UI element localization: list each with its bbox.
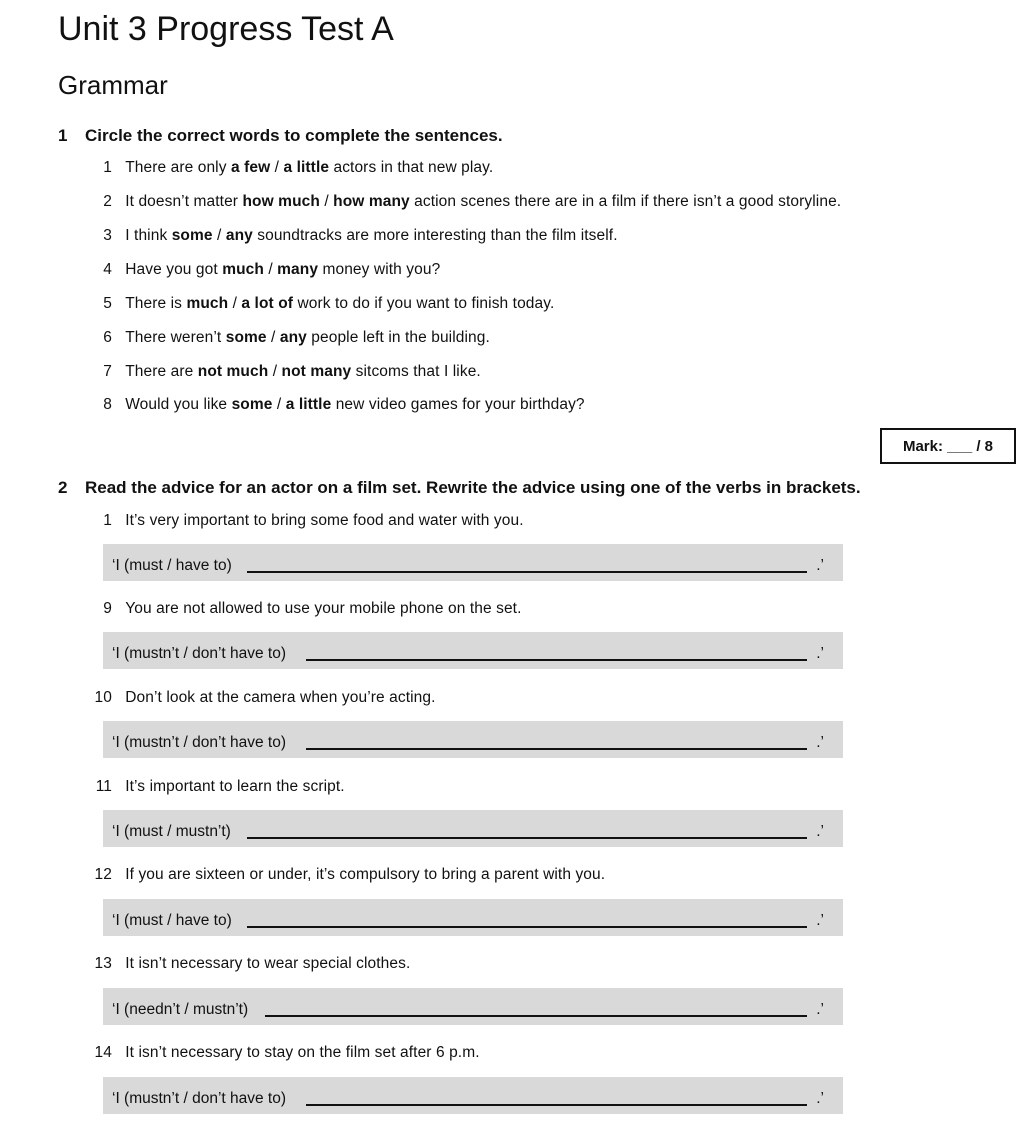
item-text: You are not allowed to use your mobile phone on the set.: [125, 600, 522, 617]
item-text: people left in the building.: [306, 329, 490, 346]
question-item: [78, 778, 345, 796]
option-separator: /: [270, 159, 284, 176]
option-a[interactable]: much: [222, 261, 264, 278]
answer-prompt: ‘I (must / have to): [112, 557, 232, 574]
question-item: [78, 193, 841, 211]
item-number: 1: [103, 159, 112, 176]
item-number: 10: [94, 689, 112, 706]
answer-line[interactable]: [247, 571, 807, 573]
question-item: [78, 955, 410, 973]
question-item: [78, 159, 493, 177]
item-number: 6: [103, 329, 112, 346]
option-b[interactable]: not many: [281, 363, 352, 380]
option-separator: /: [263, 261, 278, 278]
item-number: 5: [103, 295, 112, 312]
answer-line[interactable]: [247, 837, 807, 839]
item-text: soundtracks are more interesting than the film itself.: [252, 227, 618, 244]
answer-box[interactable]: [103, 721, 843, 758]
item-text: sitcoms that I like.: [351, 363, 481, 380]
item-text: new video games for your birthday?: [331, 396, 585, 413]
item-text: work to do if you want to finish today.: [293, 295, 555, 312]
option-b[interactable]: any: [279, 329, 307, 346]
option-a[interactable]: not much: [197, 363, 269, 380]
option-a[interactable]: some: [171, 227, 213, 244]
option-separator: /: [272, 396, 286, 413]
answer-prompt: ‘I (mustn’t / don’t have to): [112, 1090, 287, 1107]
answer-box[interactable]: [103, 544, 843, 581]
item-number: 12: [94, 866, 112, 883]
item-text: There are only: [125, 159, 231, 176]
end-punctuation: .’: [816, 734, 824, 751]
item-number: 4: [103, 261, 112, 278]
exercise-1-heading: [58, 126, 503, 146]
item-text: It isn’t necessary to wear special clothes.: [125, 955, 411, 972]
answer-box[interactable]: [103, 988, 843, 1025]
item-text: It isn’t necessary to stay on the film set after 6 p.m.: [125, 1044, 480, 1061]
item-text: action scenes there are in a film if there isn’t a good storyline.: [409, 193, 842, 210]
answer-box[interactable]: [103, 632, 843, 669]
exercise-instruction: Read the advice for an actor on a film set. Rewrite the advice using one of the verbs in brackets.: [85, 478, 861, 497]
end-punctuation: .’: [816, 823, 824, 840]
answer-line[interactable]: [247, 926, 807, 928]
answer-box[interactable]: [103, 810, 843, 847]
item-text: Have you got: [125, 261, 223, 278]
answer-prompt: ‘I (must / mustn’t): [112, 823, 231, 840]
item-text: There weren’t: [125, 329, 226, 346]
item-text: It’s very important to bring some food and water with you.: [125, 512, 524, 529]
option-separator: /: [266, 329, 280, 346]
item-number: 11: [95, 778, 112, 795]
option-separator: /: [319, 193, 334, 210]
option-a[interactable]: how much: [242, 193, 320, 210]
question-item: [78, 329, 490, 347]
question-item: [78, 689, 436, 707]
answer-prompt: ‘I (mustn’t / don’t have to): [112, 734, 287, 751]
question-item: [78, 1044, 480, 1062]
mark-box: Mark: ___ / 8: [880, 428, 1016, 464]
section-heading: Grammar: [58, 70, 168, 100]
item-number: 2: [103, 193, 112, 210]
end-punctuation: .’: [816, 912, 824, 929]
answer-line[interactable]: [306, 748, 807, 750]
end-punctuation: .’: [816, 1090, 824, 1107]
option-b[interactable]: a little: [283, 159, 330, 176]
answer-line[interactable]: [306, 1104, 807, 1106]
item-text: There are: [125, 363, 198, 380]
option-separator: /: [228, 295, 242, 312]
option-b[interactable]: any: [225, 227, 253, 244]
exercise-2-heading: [58, 478, 861, 498]
item-text: actors in that new play.: [329, 159, 494, 176]
item-number: 14: [94, 1044, 112, 1061]
exercise-instruction: Circle the correct words to complete the sentences.: [85, 126, 503, 145]
item-text: Would you like: [125, 396, 232, 413]
answer-box[interactable]: [103, 1077, 843, 1114]
question-item: [78, 396, 585, 414]
item-number: 9: [103, 600, 112, 617]
question-item: [78, 227, 618, 245]
option-b[interactable]: many: [277, 261, 319, 278]
exercise-number: 2: [58, 478, 68, 497]
page-title: Unit 3 Progress Test A: [58, 10, 394, 48]
exercise-number: 1: [58, 126, 68, 145]
answer-prompt: ‘I (must / have to): [112, 912, 232, 929]
item-text: I think: [125, 227, 172, 244]
item-number: 8: [103, 396, 112, 413]
question-item: [78, 363, 481, 381]
option-b[interactable]: a little: [285, 396, 332, 413]
item-number: 7: [103, 363, 112, 380]
option-b[interactable]: a lot of: [241, 295, 294, 312]
item-text: It’s important to learn the script.: [125, 778, 345, 795]
option-a[interactable]: some: [231, 396, 273, 413]
option-b[interactable]: how many: [333, 193, 410, 210]
question-item: [78, 600, 521, 618]
option-separator: /: [212, 227, 226, 244]
end-punctuation: .’: [816, 645, 824, 662]
end-punctuation: .’: [816, 1001, 824, 1018]
item-text: There is: [125, 295, 187, 312]
item-text: money with you?: [318, 261, 441, 278]
item-number: 1: [103, 512, 112, 529]
question-item: [78, 512, 524, 530]
question-item: [78, 261, 440, 279]
answer-line[interactable]: [265, 1015, 807, 1017]
item-text: If you are sixteen or under, it’s compulsory to bring a parent with you.: [125, 866, 606, 883]
option-separator: /: [268, 363, 282, 380]
end-punctuation: .’: [816, 557, 824, 574]
item-text: Don’t look at the camera when you’re acting.: [125, 689, 436, 706]
option-a[interactable]: some: [225, 329, 267, 346]
answer-line[interactable]: [306, 659, 807, 661]
answer-prompt: ‘I (mustn’t / don’t have to): [112, 645, 287, 662]
question-item: [78, 866, 605, 884]
answer-box[interactable]: [103, 899, 843, 936]
option-a[interactable]: much: [186, 295, 229, 312]
question-item: [78, 295, 554, 313]
item-number: 3: [103, 227, 112, 244]
item-number: 13: [94, 955, 112, 972]
item-text: It doesn’t matter: [125, 193, 243, 210]
option-a[interactable]: a few: [230, 159, 271, 176]
answer-prompt: ‘I (needn’t / mustn’t): [112, 1001, 249, 1018]
